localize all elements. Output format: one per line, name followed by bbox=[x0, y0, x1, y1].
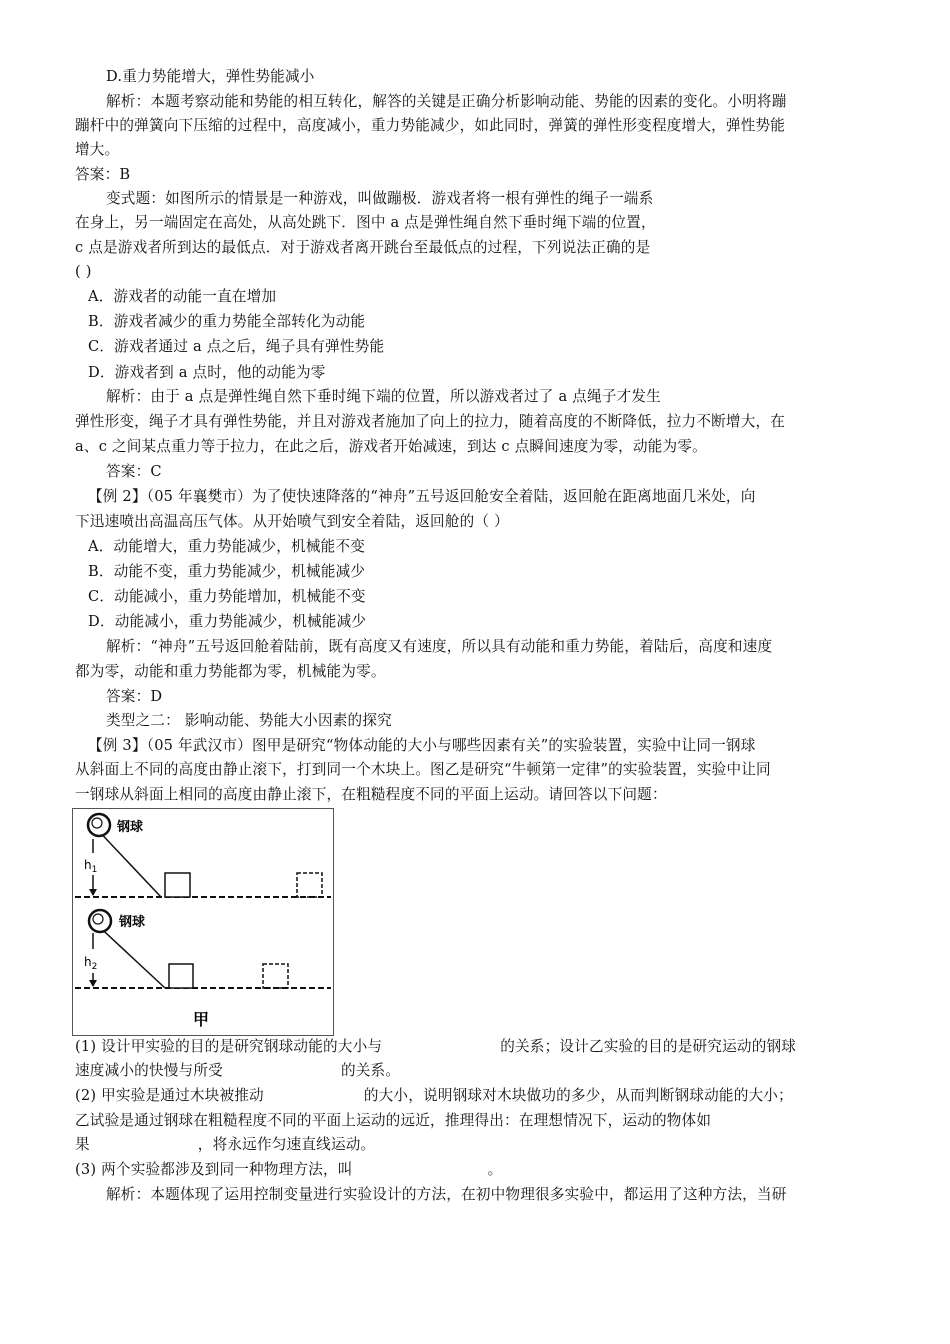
analysis-line: 增大。 bbox=[75, 141, 120, 158]
option-a: A．游戏者的动能一直在增加 bbox=[88, 288, 277, 305]
option-d: D．动能减小，重力势能减少，机械能减少 bbox=[88, 613, 367, 630]
variant-question: c 点是游戏者所到达的最低点．对于游戏者离开跳台至最低点的过程，下列说法正确的是 bbox=[75, 239, 651, 256]
steel-ball-icon bbox=[89, 910, 111, 932]
ball-label: 钢球 bbox=[117, 820, 144, 835]
question-2-line: 果 ，将永远作匀速直线运动。 bbox=[75, 1136, 376, 1153]
question-1-line: (1) 设计甲实验的目的是研究钢球动能的大小与 的关系；设计乙实验的目的是研究运动的钢球 bbox=[75, 1038, 797, 1055]
ball-label: 钢球 bbox=[119, 915, 146, 930]
question-2-line: (2) 甲实验是通过木块被推动 的大小，说明钢球对木块做功的多少，从而判断钢球动能的大小； bbox=[75, 1087, 793, 1104]
answer-line: 答案：C bbox=[106, 463, 162, 480]
steel-ball-icon bbox=[88, 814, 110, 836]
option-c: C．游戏者通过 a 点之后，绳子具有弹性势能 bbox=[88, 338, 385, 355]
analysis-line: 弹性形变，绳子才具有弹性势能，并且对游戏者施加了向上的拉力，随着高度的不断降低，拉力不断增大，在 bbox=[75, 413, 786, 430]
analysis-line: 解析：本题体现了运用控制变量进行实验设计的方法，在初中物理很多实验中，都运用了这种方法，当研 bbox=[106, 1186, 787, 1203]
analysis-line: 蹦杆中的弹簧向下压缩的过程中，高度减小，重力势能减少，如此同时，弹簧的弹性形变程度增大，弹性势能 bbox=[75, 117, 786, 134]
experiment-diagram bbox=[73, 809, 333, 1035]
analysis-line: 解析：由于 a 点是弹性绳自然下垂时绳下端的位置，所以游戏者过了 a 点绳子才发生 bbox=[106, 388, 661, 405]
answer-line: 答案：B bbox=[75, 166, 131, 183]
example-2-question: 下迅速喷出高温高压气体。从开始喷气到安全着陆，返回舱的（ ） bbox=[75, 513, 509, 530]
arrow-down-icon bbox=[89, 889, 97, 896]
option-d-prev: D.重力势能增大，弹性势能减小 bbox=[106, 68, 315, 85]
upper-setup bbox=[75, 814, 331, 897]
wood-block bbox=[165, 873, 190, 897]
experiment-figure bbox=[72, 808, 334, 1036]
figure-caption: 甲 bbox=[193, 1010, 210, 1029]
lower-setup bbox=[75, 910, 331, 988]
analysis-line: 解析：本题考察动能和势能的相互转化，解答的关键是正确分析影响动能、势能的因素的变化。小明将蹦 bbox=[106, 93, 787, 110]
section-heading: 类型之二： 影响动能、势能大小因素的探究 bbox=[106, 712, 392, 729]
arrow-down-icon bbox=[89, 980, 97, 987]
option-b: B．游戏者减少的重力势能全部转化为动能 bbox=[88, 313, 366, 330]
example-3-question: 【例 3】（05 年武汉市）图甲是研究“物体动能的大小与哪些因素有关”的实验装置，实验中让同一钢球 bbox=[88, 737, 756, 754]
analysis-line: a、c 之间某点重力等于拉力，在此之后，游戏者开始减速，到达 c 点瞬间速度为零，动能为零。 bbox=[75, 438, 707, 455]
question-1-line: 速度减小的快慢与所受 的关系。 bbox=[75, 1062, 401, 1079]
question-3-line: (3) 两个实验都涉及到同一种物理方法，叫 。 bbox=[75, 1161, 503, 1178]
variant-question: 变式题：如图所示的情景是一种游戏，叫做蹦极．游戏者将一根有弹性的绳子一端系 bbox=[106, 190, 654, 207]
analysis-line: 都为零，动能和重力势能都为零，机械能为零。 bbox=[75, 663, 386, 680]
wood-block-moved bbox=[297, 873, 322, 897]
option-a: A．动能增大，重力势能减少，机械能不变 bbox=[88, 538, 366, 555]
variant-question: 在身上，另一端固定在高处，从高处跳下．图中 a 点是弹性绳自然下垂时绳下端的位置， bbox=[75, 214, 656, 231]
wood-block bbox=[169, 964, 193, 988]
wood-block-moved bbox=[263, 964, 288, 988]
option-b: B．动能不变，重力势能减少，机械能减少 bbox=[88, 563, 366, 580]
option-c: C．动能减小，重力势能增加，机械能不变 bbox=[88, 588, 366, 605]
example-3-question: 从斜面上不同的高度由静止滚下，打到同一个木块上。图乙是研究“牛顿第一定律”的实验装置，实验中让同 bbox=[75, 761, 771, 778]
answer-blank: ( ) bbox=[75, 263, 92, 280]
example-3-question: 一钢球从斜面上相同的高度由静止滚下，在粗糙程度不同的平面上运动。请回答以下问题： bbox=[75, 786, 667, 803]
option-d: D．游戏者到 a 点时，他的动能为零 bbox=[88, 364, 326, 381]
answer-line: 答案：D bbox=[106, 688, 163, 705]
analysis-line: 解析：“神舟”五号返回舱着陆前，既有高度又有速度，所以具有动能和重力势能，着陆后，高度和速度 bbox=[106, 638, 773, 655]
height-label-h2: $h_2$ bbox=[84, 955, 98, 972]
height-label-h1: $h_1$ bbox=[84, 858, 98, 875]
example-2-question: 【例 2】（05 年襄樊市）为了使快速降落的“神舟”五号返回舱安全着陆，返回舱在距离地面几米处，向 bbox=[88, 488, 756, 505]
question-2-line: 乙试验是通过钢球在粗糙程度不同的平面上运动的远近，推理得出：在理想情况下，运动的物体如 bbox=[75, 1112, 712, 1129]
